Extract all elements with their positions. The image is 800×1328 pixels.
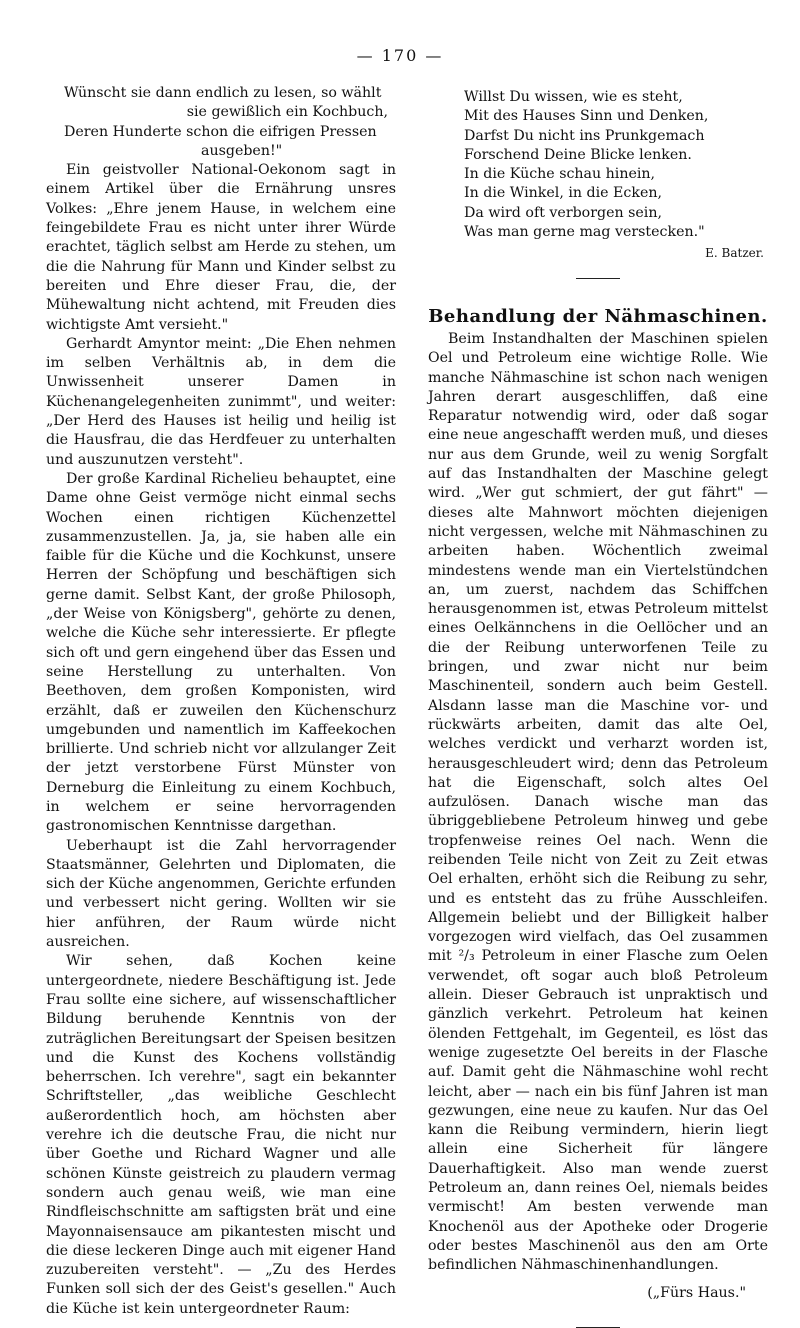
paragraph: Wir sehen, daß Kochen keine untergeordnete, niedere Beschäftigung ist. Jede Frau sollte eine sichere, auf wissenschaftlicher Bildung beruhende Kenntnis von der zuträglichen Bereitungsart der Speisen besitzen und die Kunst des Kochens vollständig beherrschen. Ich verehre", sagt ein bekannter Schriftsteller, „das weibliche Geschlecht außerordentlich hoch, am höchsten aber verehre ich die deutsche Frau, die nicht nur über Goethe und Richard Wagner und alle schönen Künste geistreich zu plaudern vermag sondern auch genau weiß, wie man eine Rindfleischschnitte am saftigsten brät und eine Mayonnaisensauce am pikantesten mischt und die diese leckeren Dinge auch mit eigener Hand zuzubereiten versteht". — „Zu des Herdes Funken soll sich der des Geist's gesellen." Auch die Küche ist kein untergeordneter Raum: bbox=[46, 953, 396, 1317]
verse-fragment bbox=[46, 84, 396, 161]
poem bbox=[464, 88, 768, 242]
section-title: Behandlung der Nähmaschinen. bbox=[428, 305, 768, 327]
poem-line: Willst Du wissen, wie es steht, bbox=[464, 89, 683, 105]
poem-line: In die Winkel, in die Ecken, bbox=[464, 185, 662, 202]
poem-line: Da wird oft verborgen sein, bbox=[464, 204, 662, 221]
poem-line: Was man gerne mag verstecken." bbox=[464, 224, 705, 241]
paragraph: Beim Instandhalten der Maschinen spielen Oel und Petroleum eine wichtige Rolle. Wie manche Nähmaschine ist schon nach wenigen Jahren derart ausgeschliffen, daß eine Reparatur notwendig wird, oder daß sogar eine neue angeschafft werden muß, und dieses nur aus dem Grunde, weil zu wenig Sorgfalt auf das Instandhalten der Maschine gelegt wird. „Wer gut schmiert, der gut fährt" — dieses alte Mahnwort möchten diejenigen nicht vergessen, welche mit Nähmaschinen zu arbeiten haben. Wöchentlich zweimal mindestens wende man ein Viertelstündchen an, um zuerst, nachdem das Schiffchen herausgenommen ist, etwas Petroleum mittelst eines Oelkännchens in die Oellöcher und an die der Reibung unterworfenen Teile zu bringen, und zwar nicht nur beim Maschinenteil, sondern auch beim Gestell. Alsdann lasse man die Maschine vor- und rückwärts arbeiten, damit das alte Oel, welches verdickt und verharzt worden ist, herausgeschleudert wird; denn das Petroleum hat die Eigenschaft, solch altes Oel aufzulösen. Danach wische man das übriggebliebene Petroleum hinweg und gebe tropfenweise reines Oel nach. Wenn die reibenden Teile nicht von Zeit zu Zeit etwas Oel erhalten, erhöht sich die Reibung zu sehr, und es entsteht das zu frühe Ausschleifen. Allgemein beliebt und der Billigkeit halber vorgezogen wird vielfach, das Oel zusammen mit ²/₃ Petroleum in einer Flasche zum Oelen verwendet, oft sogar auch bloß Petroleum allein. Dieser Gebrauch ist unpraktisch und gänzlich verkehrt. Petroleum hat keinen ölenden Fettgehalt, im Gegenteil, es löst das wenige zugesetzte Oel bereits in der Flasche auf. Damit geht die Nähmaschine wohl recht leicht, aber — nach ein bis fünf Jahren ist man gezwungen, eine neue zu kaufen. Nur das Oel kann die Reibung vermindern, hierin liegt allein eine Sicherheit für längere Dauerhaftigkeit. Also man wende zuerst Petroleum an, dann reines Oel, niemals beides vermischt! Am besten verwende man Knochenöl aus der Apotheke oder Drogerie oder bestes Maschinenöl aus den am Orte befindlichen Nähmaschinenhandlungen. bbox=[428, 330, 769, 1274]
left-column bbox=[46, 84, 396, 1319]
paragraph: Ein geistvoller National-Oekonom sagt in einem Artikel über die Ernährung unsres Volkes: „Ehre jenem Hause, in welchem eine feingebildete Frau es nicht unter ihrer Würde erachtet, täglich selbst am Herde zu stehen, um die die Nahrung für Mann und Kinder selbst zu bereiten und Ehre dieser Frau, die, der Mühewaltung nicht achtend, mit Freuden dies wichtigste Amt versieht." bbox=[46, 162, 396, 333]
verse-line: sie gewißlich ein Kochbuch, bbox=[186, 104, 388, 121]
paragraph: Gerhardt Amyntor meint: „Die Ehen nehmen im selben Verhältnis ab, in dem die Unwissenheit unserer Damen in Küchenangelegenheiten zunimmt", und weiter: „Der Herd des Hauses ist heilig und heilig ist die Hausfrau, die das Herdfeuer zu unterhalten und auszunutzen versteht". bbox=[46, 335, 396, 468]
paragraph: Der große Kardinal Richelieu behauptet, eine Dame ohne Geist vermöge nicht einmal sechs Wochen einen richtigen Küchenzettel zusammenzustellen. Ja, ja, sie haben alle ein faible für die Küche und die Kochkunst, unsere Herren der Schöpfung und beschäftigen sich gerne damit. Selbst Kant, der große Philosoph, „der Weise von Königsberg", gehörte zu denen, welche die Küche sehr interessierte. Er pflegte sich oft und gern eingehend über das Essen und seine Herstellung zu unterhalten. Von Beethoven, dem großen Komponisten, wird erzählt, daß er zuweilen den Küchenschurz umgebunden und namentlich im Kaffeekochen brillierte. Und schrieb nicht vor allzulanger Zeit der jetzt verstorbene Fürst Münster von Derneburg die Einleitung zu einem Kochbuch, in welchem er seine hervorragenden gastronomischen Kenntnisse dargethan. bbox=[46, 470, 396, 835]
right-column bbox=[428, 88, 768, 1328]
page-number: — 170 — bbox=[356, 46, 444, 65]
verse-line: Deren Hunderte schon die eifrigen Pressen bbox=[64, 123, 377, 140]
poem-line: Darfst Du nicht ins Prunkgemach bbox=[464, 127, 705, 144]
poem-line: In die Küche schau hinein, bbox=[464, 166, 656, 183]
verse-line: Wünscht sie dann endlich zu lesen, so wählt bbox=[64, 85, 382, 101]
paragraph: Ueberhaupt ist die Zahl hervorragender Staatsmänner, Gelehrten und Diplomaten, die sich der Küche angenommen, Gerichte erfunden und verbessert nicht gering. Wollten wir sie hier anführen, der Raum würde nicht ausreichen. bbox=[46, 837, 396, 951]
verse-line: ausgeben!" bbox=[201, 142, 283, 159]
source-attribution: („Fürs Haus." bbox=[647, 1284, 746, 1301]
poem-line: Mit des Hauses Sinn und Denken, bbox=[464, 108, 709, 125]
poem-line: Forschend Deine Blicke lenken. bbox=[464, 146, 692, 163]
poem-author: E. Batzer. bbox=[705, 246, 764, 261]
divider bbox=[576, 278, 620, 279]
